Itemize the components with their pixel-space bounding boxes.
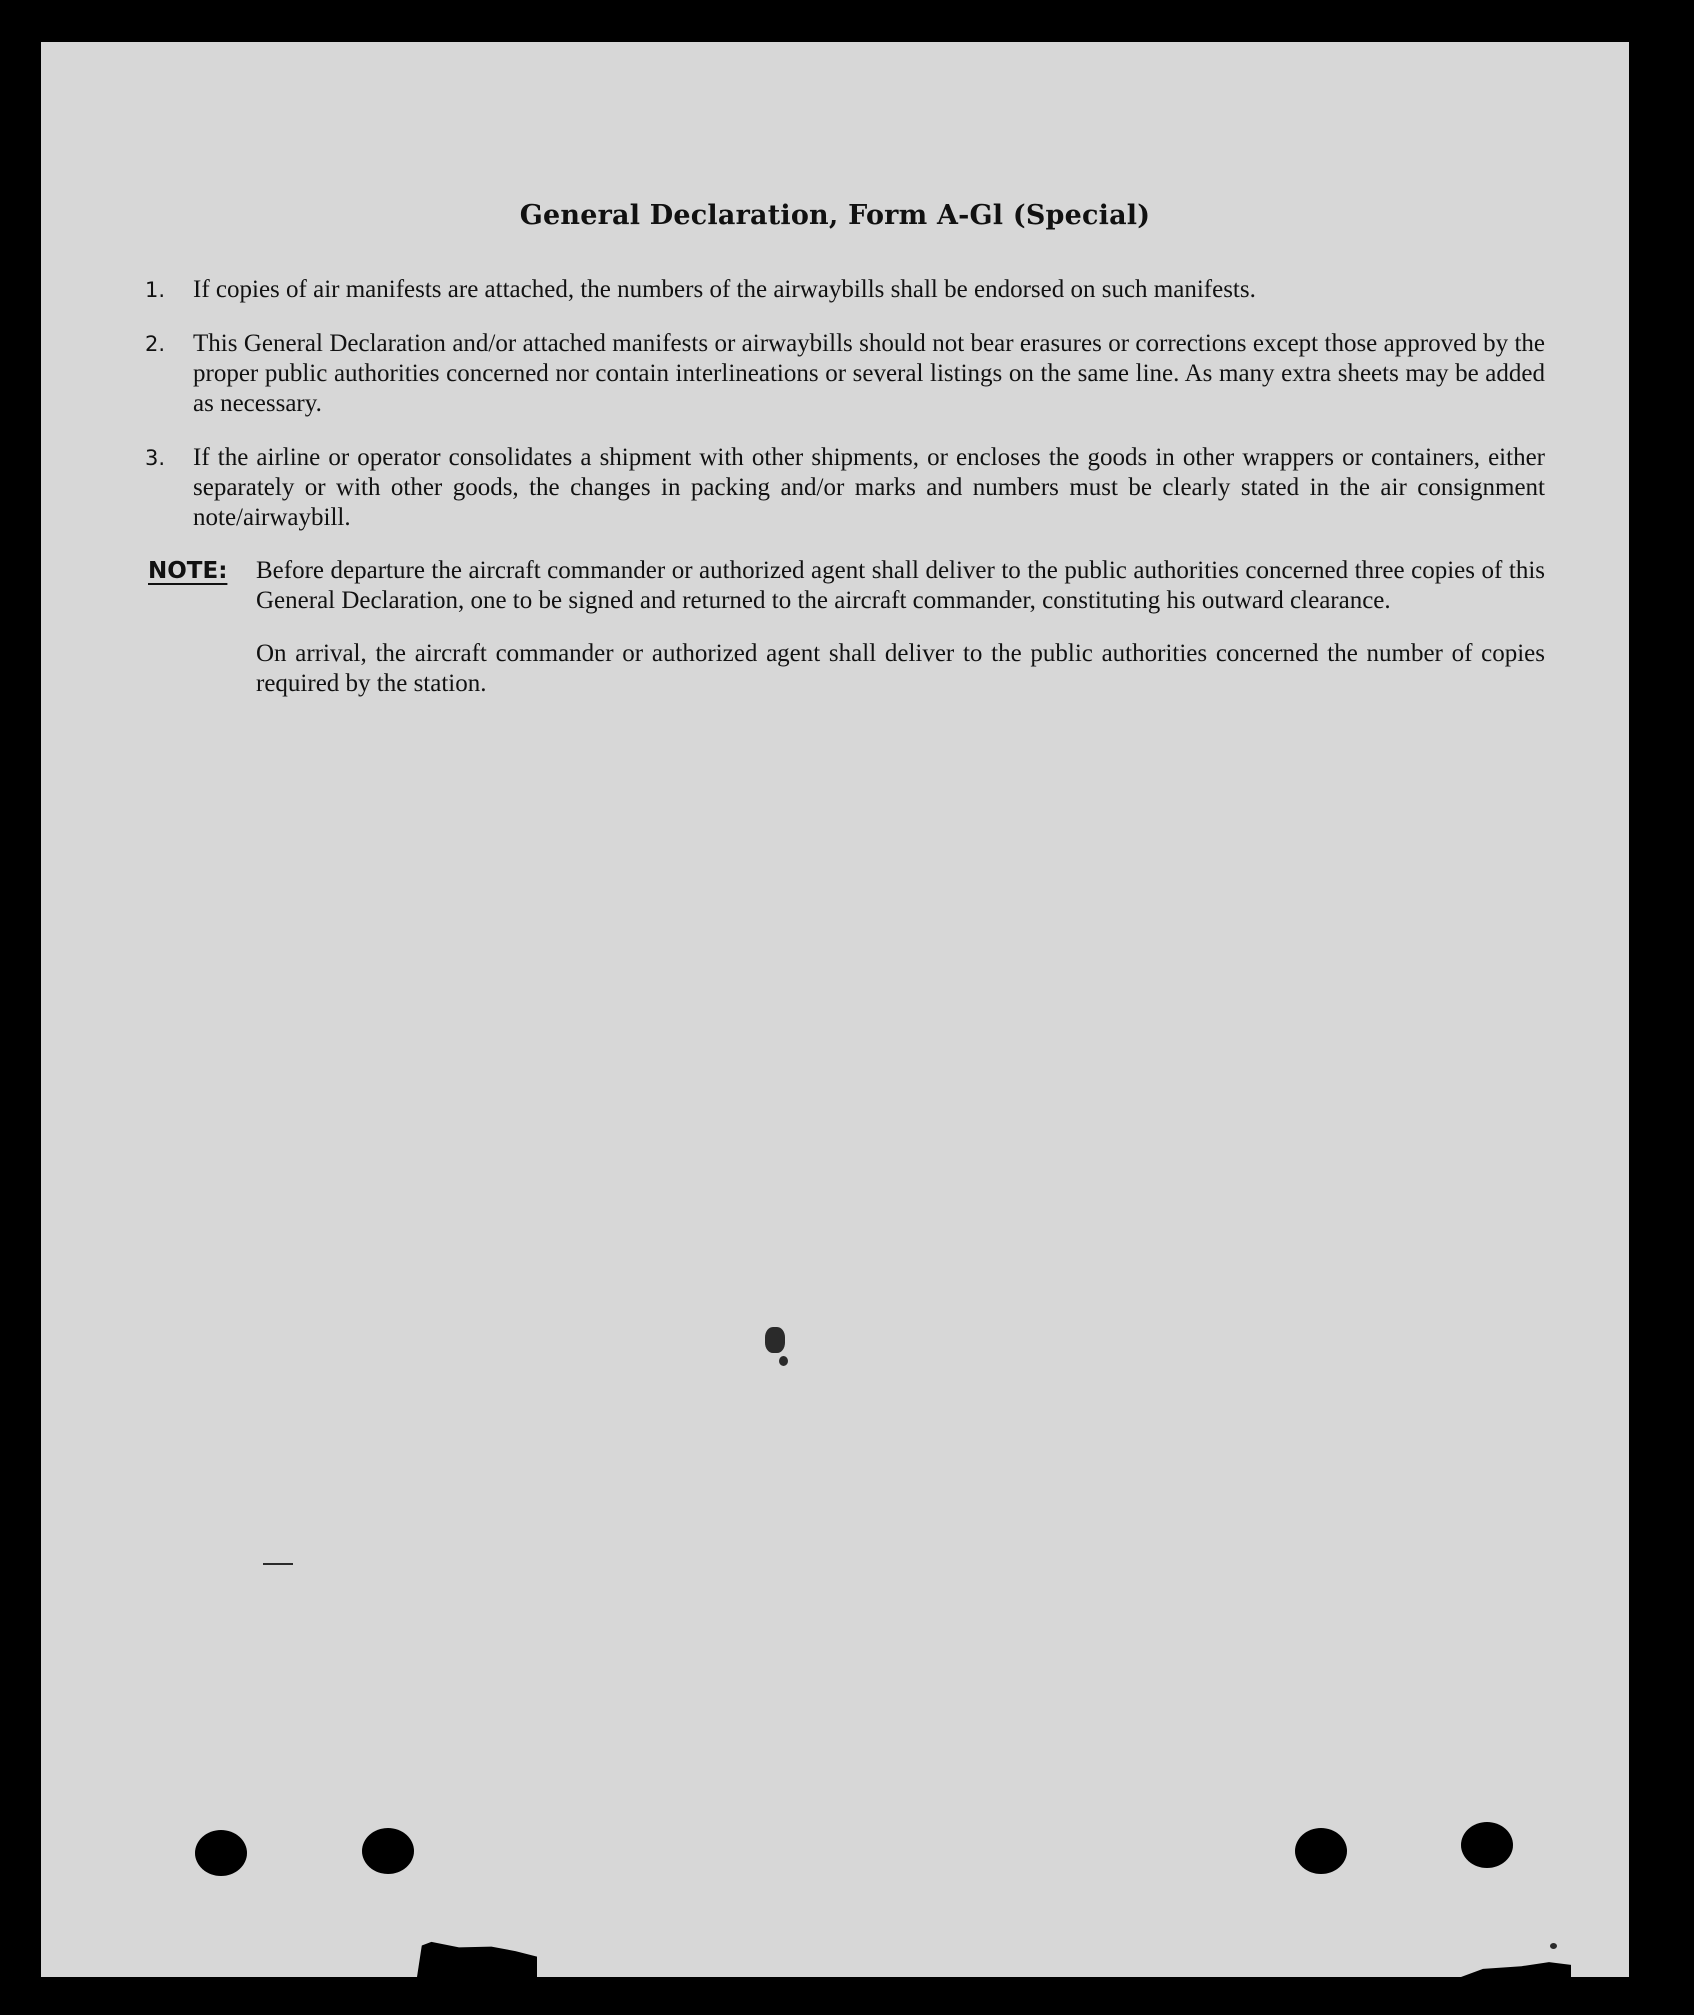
list-item-2: [145, 329, 1545, 419]
list-item-1: [145, 275, 1545, 305]
note-paragraph-arrival: On arrival, the aircraft commander or authorized agent shall deliver to the public authorities concerned the number of copies required by the station.: [256, 640, 1545, 697]
punch-hole: [1295, 1828, 1347, 1874]
list-item-text: This General Declaration and/or attached manifests or airwaybills should not bear erasures or corrections except those approved by the proper public authorities concerned nor contain interlineations or several listings on the same line. As many extra sheets may be added as necessary.: [193, 330, 1545, 417]
document-title: General Declaration, Form A-Gl (Special): [519, 200, 1151, 231]
note-label: NOTE:: [148, 558, 228, 584]
list-item-number: 1.: [145, 278, 166, 302]
punch-hole: [362, 1828, 414, 1874]
note-body: [256, 556, 1545, 722]
punch-hole: [1461, 1822, 1513, 1868]
list-item-text: If the airline or operator consolidates a shipment with other shipments, or encloses the goods in other wrappers or containers, either separately or with other goods, the changes in packing and/or marks and numbers must be clearly stated in the air consignment note/airwaybill.: [193, 444, 1545, 531]
ink-blot: [779, 1356, 788, 1366]
list-item-text: If copies of air manifests are attached, the numbers of the airwaybills shall be endorsed on such manifests.: [193, 276, 1256, 303]
paper-tear: [417, 1940, 537, 1977]
document-page: [41, 42, 1629, 1977]
list-item-3: [145, 443, 1545, 533]
ink-blot: [765, 1327, 785, 1353]
note-paragraph-departure: Before departure the aircraft commander or authorized agent shall deliver to the public authorities concerned three copies of this General Declaration, one to be signed and returned to the aircraft commander, constituting his outward clearance.: [256, 557, 1545, 614]
paper-mark: [263, 1563, 293, 1565]
punch-hole: [195, 1830, 247, 1876]
list-item-number: 3.: [145, 446, 166, 470]
paper-mark: [1550, 1943, 1557, 1949]
paper-tear: [1461, 1950, 1571, 1977]
note-section: [148, 556, 1545, 722]
list-item-number: 2.: [145, 332, 166, 356]
